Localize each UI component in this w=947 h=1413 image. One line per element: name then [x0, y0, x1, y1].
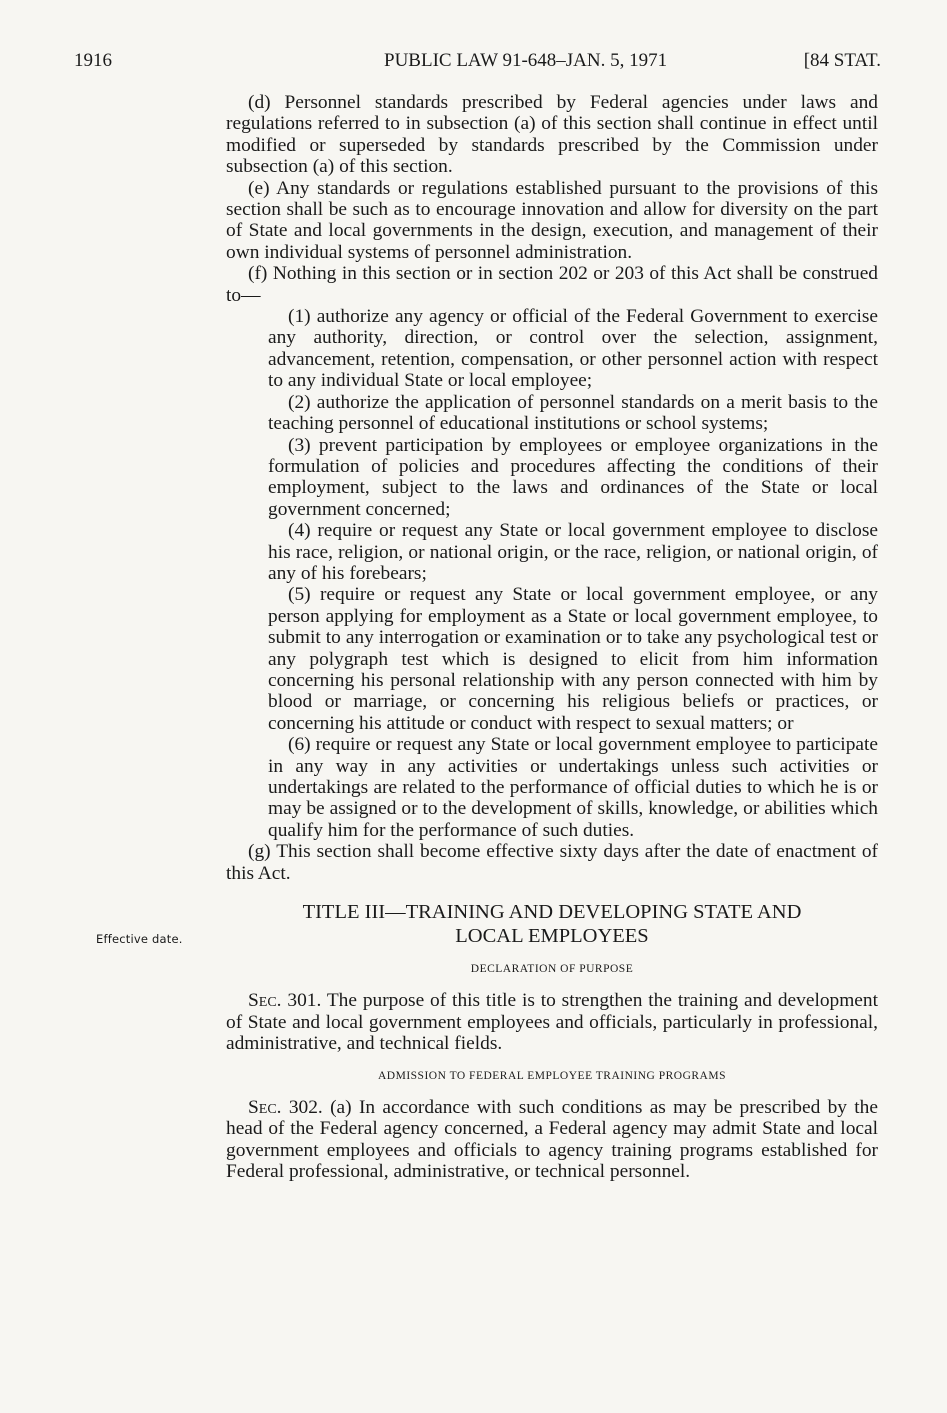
sec-301-heading: DECLARATION OF PURPOSE	[470, 963, 634, 976]
page-header	[74, 50, 881, 80]
paragraph-g: (g) This section shall become effective sixty days after the date of enactment of this Act.	[226, 841, 878, 884]
statute-volume: [84 STAT.	[803, 50, 881, 71]
running-title: PUBLIC LAW 91-648–JAN. 5, 1971	[384, 50, 668, 71]
sec-302-label: Sec. 302.	[248, 1097, 323, 1119]
paragraph-d: (d) Personnel standards prescribed by Federal agencies under laws and regulations referred to in subsection (a) of this section shall continue in effect until modified or superseded by standards prescribed by the Commission under subsection (a) of this section.	[226, 92, 878, 178]
sec-302-heading: ADMISSION TO FEDERAL EMPLOYEE TRAINING PROGRAMS	[378, 1069, 726, 1082]
paragraph-f-intro: (f) Nothing in this section or in section 202 or 203 of this Act shall be construed to—	[226, 263, 878, 306]
sec-301-text: The purpose of this title is to strengthen the training and development of State and local government employees and officials, particularly in professional, administrative, and technical fields.	[226, 990, 878, 1055]
paragraph-f-item-1: (1) authorize any agency or official of the Federal Government to exercise any authority, direction, or control over the selection, assignment, advancement, retention, compensation, or other personnel action with respect to any individual State or local employee;	[268, 306, 878, 392]
page-number: 1916	[74, 50, 112, 71]
body-text	[226, 92, 878, 1183]
paragraph-f-item-2: (2) authorize the application of personnel standards on a merit basis to the teaching personnel of educational institutions or school systems;	[268, 391, 878, 435]
paragraph-f-item-6: (6) require or request any State or local government employee to participate in any way in any activities or undertakings unless such activities or undertakings are related to the performance of official duties to which he is or may be assigned or to the development of skills, knowledge, or abilities which qualify him for the performance of such duties.	[268, 734, 878, 841]
sec-301-paragraph	[226, 990, 878, 1054]
sec-301-label: Sec. 301.	[248, 990, 322, 1012]
title-iii-line-2: LOCAL EMPLOYEES	[455, 925, 649, 948]
title-iii-line-1: TITLE III—TRAINING AND DEVELOPING STATE AND	[302, 901, 802, 924]
sec-302-text: (a) In accordance with such conditions as may be prescribed by the head of the Federal agency concerned, a Federal agency may admit State and local government employees and officials to agency training programs established for Federal professional, administrative, or technical personnel.	[226, 1097, 878, 1183]
paragraph-f-item-5: (5) require or request any State or local government employee, or any person applying for employment as a State or local government employee, to submit to any interrogation or examination or to take any psychological test or any polygraph test which is designed to elicit from him information concerning his personal relationship with any person connected with him by blood or marriage, or concerning his religious beliefs or practices, or concerning his attitude or conduct with respect to sexual matters; or	[268, 584, 878, 734]
paragraph-f-item-3: (3) prevent participation by employees or employee organizations in the formulation of policies and procedures affecting the conditions of their employment, subject to the laws and ordinances of the State or local government concerned;	[268, 434, 878, 520]
title-iii-heading	[226, 900, 878, 948]
sec-302-paragraph	[226, 1097, 878, 1183]
margin-note-effective-date: Effective date.	[96, 932, 183, 946]
paragraph-e: (e) Any standards or regulations established pursuant to the provisions of this section shall be such as to encourage innovation and allow for diversity on the part of State and local governments in the design, execution, and management of their own individual systems of personnel administration.	[226, 177, 878, 263]
paragraph-f-item-4: (4) require or request any State or local government employee to disclose his race, religion, or national origin, or the race, religion, or national origin, of any of his forebears;	[268, 520, 878, 584]
